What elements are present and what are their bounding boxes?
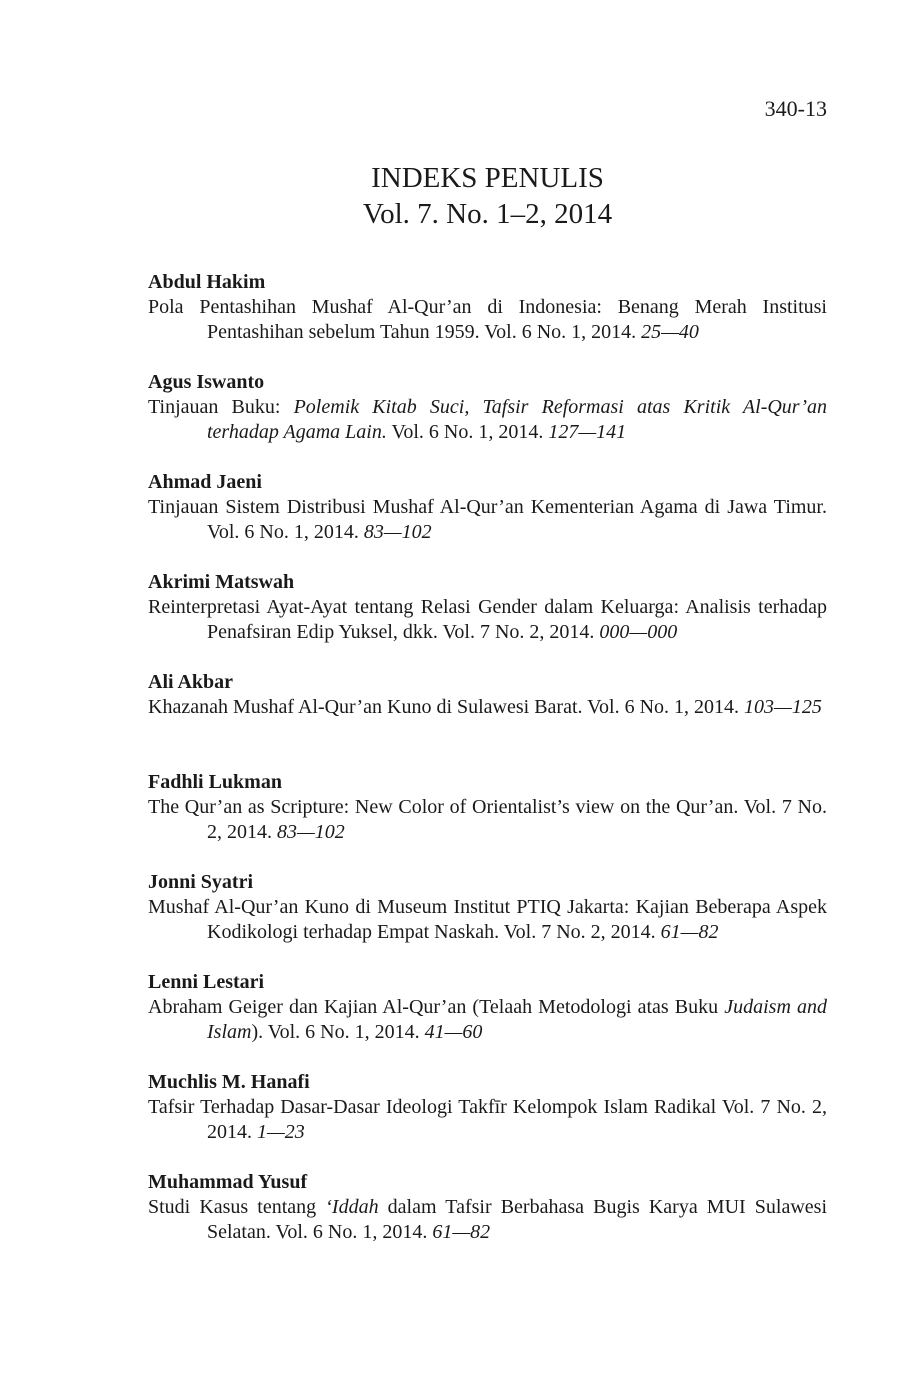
- reference-text: Studi Kasus tentang: [148, 1196, 326, 1218]
- entry-author: Abdul Hakim: [148, 271, 266, 293]
- reference-italic-text: ‘Iddah: [325, 1196, 379, 1218]
- reference-italic-text: 1—23: [257, 1121, 305, 1143]
- entry-reference: [148, 395, 827, 445]
- index-entry: [148, 370, 827, 470]
- page-subtitle: Vol. 7. No. 1–2, 2014: [362, 198, 613, 230]
- entry-reference: [148, 695, 827, 720]
- index-entry: [148, 670, 827, 770]
- reference-text: ). Vol. 6 No. 1, 2014.: [251, 1021, 425, 1043]
- entry-reference: [148, 595, 827, 645]
- reference-text: Pola Pentashihan Mushaf Al-Qur’an di Indonesia: Benang Merah Institusi Pentashihan sebelum Tahun 1959. Vol. 6 No. 1, 2014.: [148, 296, 827, 343]
- entry-reference: [148, 1195, 827, 1245]
- page-title: INDEKS PENULIS: [371, 162, 604, 194]
- index-entry: [148, 570, 827, 670]
- reference-italic-text: 83—102: [363, 521, 432, 543]
- reference-italic-text: 103—125: [744, 696, 822, 718]
- reference-text: Reinterpretasi Ayat-Ayat tentang Relasi Gender dalam Keluarga: Analisis terhadap Penafsiran Edip Yuksel, dkk. Vol. 7 No. 2, 2014.: [148, 596, 827, 643]
- entry-author: Akrimi Matswah: [148, 571, 295, 593]
- reference-italic-text: 25—40: [641, 321, 699, 343]
- entry-reference: [148, 895, 827, 945]
- entry-author: Ali Akbar: [148, 671, 234, 693]
- reference-text: Tinjauan Buku:: [148, 396, 294, 418]
- reference-italic-text: Polemik Kitab Suci, Tafsir Reformasi atas Kritik Al-Qur’an terhadap Agama Lain.: [207, 396, 827, 443]
- reference-italic-text: 000—000: [599, 621, 678, 643]
- reference-italic-text: 83—102: [277, 821, 345, 843]
- page-number: 340-13: [764, 96, 827, 121]
- reference-text: The Qur’an as Scripture: New Color of Orientalist’s view on the Qur’an. Vol. 7 No. 2, 2014.: [148, 796, 827, 843]
- reference-text: Tafsir Terhadap Dasar-Dasar Ideologi Takfīr Kelompok Islam Radikal Vol. 7 No. 2, 2014.: [148, 1096, 827, 1143]
- reference-text: Abraham Geiger dan Kajian Al-Qur’an (Telaah Metodologi atas Buku: [148, 996, 725, 1018]
- entry-author: Fadhli Lukman: [148, 771, 282, 793]
- author-index-list: [148, 270, 827, 1270]
- reference-italic-text: 41—60: [424, 1021, 483, 1043]
- index-entry: [148, 1170, 827, 1270]
- entry-author: Ahmad Jaeni: [148, 471, 262, 493]
- reference-italic-text: Judaism and Islam: [207, 996, 827, 1043]
- entry-reference: [148, 795, 827, 845]
- reference-italic-text: 127—141: [548, 421, 627, 443]
- reference-text: Vol. 6 No. 1, 2014.: [386, 421, 549, 443]
- entry-author: Muhammad Yusuf: [148, 1171, 308, 1193]
- reference-italic-text: 61—82: [432, 1221, 491, 1243]
- reference-text: Tinjauan Sistem Distribusi Mushaf Al-Qur’an Kementerian Agama di Jawa Timur. Vol. 6 No. 1, 2014.: [148, 496, 827, 543]
- entry-author: Jonni Syatri: [148, 871, 254, 893]
- reference-text: Khazanah Mushaf Al-Qur’an Kuno di Sulawesi Barat. Vol. 6 No. 1, 2014.: [148, 696, 745, 718]
- title-block: [0, 160, 915, 232]
- entry-author: Agus Iswanto: [148, 371, 265, 393]
- entry-reference: [148, 1095, 827, 1145]
- index-entry: [148, 470, 827, 570]
- entry-reference: [148, 495, 827, 545]
- index-entry: [148, 770, 827, 870]
- index-entry: [148, 1070, 827, 1170]
- reference-italic-text: 61—82: [660, 921, 719, 943]
- entry-author: Lenni Lestari: [148, 971, 265, 993]
- reference-text: Mushaf Al-Qur’an Kuno di Museum Institut PTIQ Jakarta: Kajian Beberapa Aspek Kodikologi terhadap Empat Naskah. Vol. 7 No. 2, 2014.: [148, 896, 827, 943]
- reference-text: dalam Tafsir Berbahasa Bugis Karya MUI Sulawesi Selatan. Vol. 6 No. 1, 2014.: [207, 1196, 828, 1243]
- index-entry: [148, 870, 827, 970]
- entry-author: Muchlis M. Hanafi: [148, 1071, 310, 1093]
- index-entry: [148, 970, 827, 1070]
- index-entry: [148, 270, 827, 370]
- entry-reference: [148, 995, 827, 1045]
- entry-reference: [148, 295, 827, 345]
